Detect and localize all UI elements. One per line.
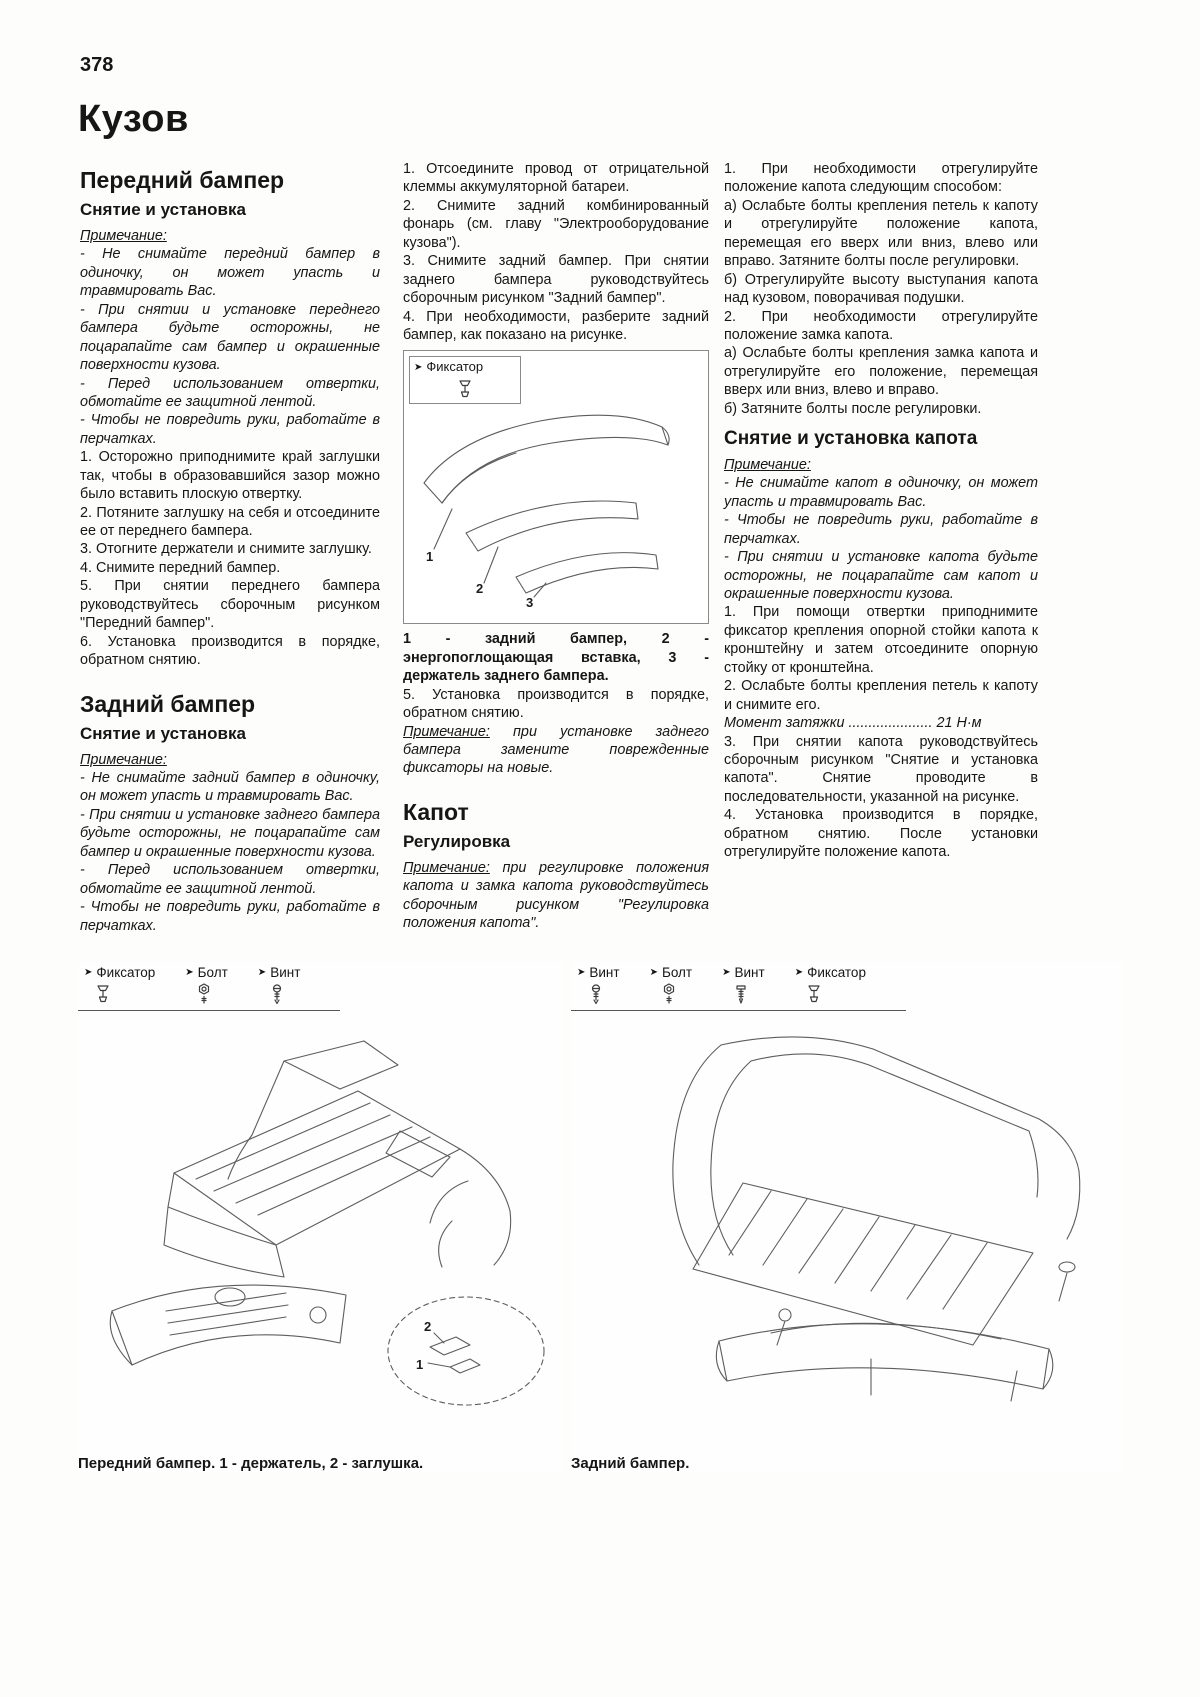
figure-front-bumper-assembly — [78, 962, 563, 1472]
note-label: Примечание: — [724, 456, 811, 473]
legend-arrow-icon: ➤ — [185, 966, 194, 978]
legend-label-bolt: Болт — [197, 965, 228, 980]
step-item: 2. При необходимости отрегулируйте положение замка капота. — [724, 308, 1038, 343]
step-item: 2. Снимите задний комбинированный фонарь (см. главу "Электрооборудование кузова"). — [403, 197, 709, 251]
note-paragraph — [403, 723, 709, 778]
screw-icon — [268, 983, 286, 1005]
note-item: - Чтобы не повредить руки, работайте в перчатках. — [80, 899, 380, 934]
screw-icon — [587, 983, 605, 1005]
step-item: 5. При снятии переднего бампера руководствуйтесь сборочным рисунком "Передний бампер". — [80, 578, 380, 632]
step-item: 1. Осторожно приподнимите край заглушки так, чтобы в образовавшийся зазор можно было вставить плоскую отвертку. — [80, 449, 380, 503]
legend-entry — [185, 965, 228, 1005]
clip-icon — [805, 983, 823, 1005]
legend-label-bolt: Болт — [661, 965, 693, 980]
column-rear-bumper-hood — [403, 160, 709, 933]
note-paragraph — [403, 859, 709, 933]
figure-caption: Передний бампер. 1 - держатель, 2 - заглушка. — [78, 1455, 424, 1472]
sub-step-item: б) Затяните болты после регулировки. — [724, 400, 982, 417]
figure-rear-bumper-assembly — [571, 962, 1124, 1472]
note-item: - Не снимайте задний бампер в одиночку, он может упасть и травмировать Вас. — [80, 770, 380, 805]
front-bumper-drawing — [78, 1015, 563, 1415]
step-item: 1. При необходимости отрегулируйте положение капота следующим способом: — [724, 161, 1038, 196]
step-item: 1. Отсоедините провод от отрицательной клеммы аккумуляторной батареи. — [403, 161, 709, 196]
figure-legend — [78, 962, 340, 1011]
clip-icon — [94, 983, 112, 1005]
subheading-adjustment: Регулировка — [403, 832, 511, 852]
note-text: при установке заднего бампера замените поврежденные фиксаторы на новые. — [403, 723, 709, 777]
figure-caption: Задний бампер. — [571, 1455, 690, 1472]
legend-arrow-icon: ➤ — [84, 966, 93, 978]
sub-step-item: а) Ослабьте болты крепления замка капота и отрегулируйте его положение, перемещая вверх или вниз, влево и вправо. — [724, 345, 1038, 399]
step-item: 2. Потяните заглушку на себя и отсоедините ее от переднего бампера. — [80, 504, 380, 540]
step-item: 3. Отогните держатели и снимите заглушку. — [80, 541, 372, 558]
note-item: - Перед использованием отвертки, обмотайте ее защитной лентой. — [80, 862, 380, 897]
step-item: 5. Установка производится в порядке, обратном снятию. — [403, 686, 709, 722]
figure-caption: 1 - задний бампер, 2 - энергопоглощающая вставка, 3 - держатель заднего бампера. — [403, 631, 709, 685]
legend-arrow-icon: ➤ — [257, 966, 267, 978]
note-item: - При снятии и установке заднего бампера будьте осторожны, не поцарапайте сам бампер и окрашенные поверхности кузова. — [80, 806, 380, 860]
note-item: - При снятии и установке переднего бампера будьте осторожны, не поцарапайте сам бампер и окрашенные поверхности кузова. — [80, 301, 380, 374]
bolt-icon — [195, 983, 213, 1005]
page-number: 378 — [80, 54, 114, 76]
legend-label-screw: Винт — [734, 965, 765, 980]
rear-bumper-drawing — [571, 1015, 1116, 1415]
legend-entry — [84, 965, 155, 1005]
legend-entry — [795, 965, 866, 1005]
sub-step-item: б) Отрегулируйте высоту выступания капота над кузовом, поворачивая подушки. — [724, 271, 1038, 307]
legend-label-screw: Винт — [589, 965, 620, 980]
figure-callout: 2 — [424, 1319, 432, 1334]
step-item: 6. Установка производится в порядке, обратном снятию. — [80, 633, 380, 669]
note-label: Примечание: — [80, 228, 167, 245]
heading-front-bumper: Передний бампер — [80, 167, 285, 193]
legend-label-fixator: Фиксатор — [96, 965, 156, 980]
note-label: Примечание: — [80, 751, 167, 768]
step-item: 4. Установка производится в порядке, обратном снятию. После установки отрегулируйте положение капота. — [724, 807, 1038, 861]
figure-callout: 2 — [476, 581, 484, 597]
figure-callout: 3 — [526, 595, 534, 611]
heading-rear-bumper: Задний бампер — [80, 690, 256, 717]
heading-hood-removal-install: Снятие и установка капота — [724, 428, 978, 450]
legend-entry — [722, 965, 765, 1005]
column-front-rear-bumper — [80, 168, 380, 935]
note-item: - Не снимайте передний бампер в одиночку, он может упасть и травмировать Вас. — [80, 246, 380, 300]
legend-arrow-icon: ➤ — [414, 361, 423, 373]
step-item: 2. Ослабьте болты крепления петель к капоту и снимите его. — [724, 678, 1038, 713]
note-label: Примечание: — [403, 723, 490, 740]
legend-arrow-icon: ➤ — [577, 966, 586, 978]
subheading-removal-install-rear: Снятие и установка — [80, 723, 246, 743]
tapping-screw-icon — [732, 983, 750, 1005]
note-label: Примечание: — [403, 859, 490, 876]
figure-legend — [571, 962, 906, 1011]
legend-arrow-icon: ➤ — [649, 966, 658, 978]
step-item: 3. Снимите задний бампер. При снятии заднего бампера руководствуйтесь сборочным рисунком "Задний бампер". — [403, 253, 709, 307]
subheading-removal-install-front: Снятие и установка — [80, 200, 246, 220]
legend-entry — [577, 965, 620, 1005]
bottom-figures — [78, 962, 1124, 1472]
note-item: - При снятии и установке капота будьте осторожны, не поцарапайте сам капот и окрашенные поверхности кузова. — [724, 549, 1038, 603]
note-item: - Чтобы не повредить руки, работайте в перчатках. — [724, 512, 1038, 547]
sub-step-item: а) Ослабьте болты крепления петель к капоту и отрегулируйте положение капота, перемещая его вверх или вниз, влево или вправо. Затяните болты после регулировки. — [724, 197, 1038, 270]
legend-entry — [258, 965, 301, 1005]
note-item: - Перед использованием отвертки, обмотайте ее защитной лентой. — [80, 375, 380, 410]
legend-label-fixator: Фиксатор — [426, 359, 484, 375]
figure-rear-bumper-disassembly — [403, 350, 709, 624]
note-item: - Чтобы не повредить руки, работайте в перчатках. — [80, 412, 380, 447]
page-title: Кузов — [78, 98, 189, 140]
heading-hood: Капот — [403, 798, 469, 825]
step-item: 4. При необходимости, разберите задний бампер, как показано на рисунке. — [403, 308, 709, 343]
note-item: - Не снимайте капот в одиночку, он может упасть и травмировать Вас. — [724, 475, 1038, 510]
torque-spec: Момент затяжки ..................... 21 Н·м — [724, 715, 982, 732]
legend-label-fixator: Фиксатор — [807, 965, 866, 980]
step-item: 3. При снятии капота руководствуйтесь сборочным рисунком "Снятие и установка капота". Снятие проводите в последовательности, указанной на рисунке. — [724, 733, 1038, 805]
note-text: при регулировке положения капота и замка капота руководствуйтесь сборочным рисунком "Регулировка положения капота". — [403, 859, 710, 932]
figure-callout: 1 — [416, 1357, 424, 1372]
legend-label-screw: Винт — [270, 965, 301, 980]
step-item: 4. Снимите передний бампер. — [80, 559, 281, 576]
rear-bumper-parts-drawing — [404, 391, 696, 611]
step-item: 1. При помощи отвертки приподнимите фиксатор крепления опорной стойки капота к кронштейну и затем отсоедините опорную стойку от кронштейна. — [724, 604, 1038, 676]
column-hood — [724, 160, 1038, 862]
legend-arrow-icon: ➤ — [794, 966, 804, 978]
bolt-icon — [660, 983, 678, 1005]
legend-arrow-icon: ➤ — [722, 966, 731, 978]
legend-entry — [650, 965, 693, 1005]
figure-callout: 1 — [426, 549, 434, 565]
